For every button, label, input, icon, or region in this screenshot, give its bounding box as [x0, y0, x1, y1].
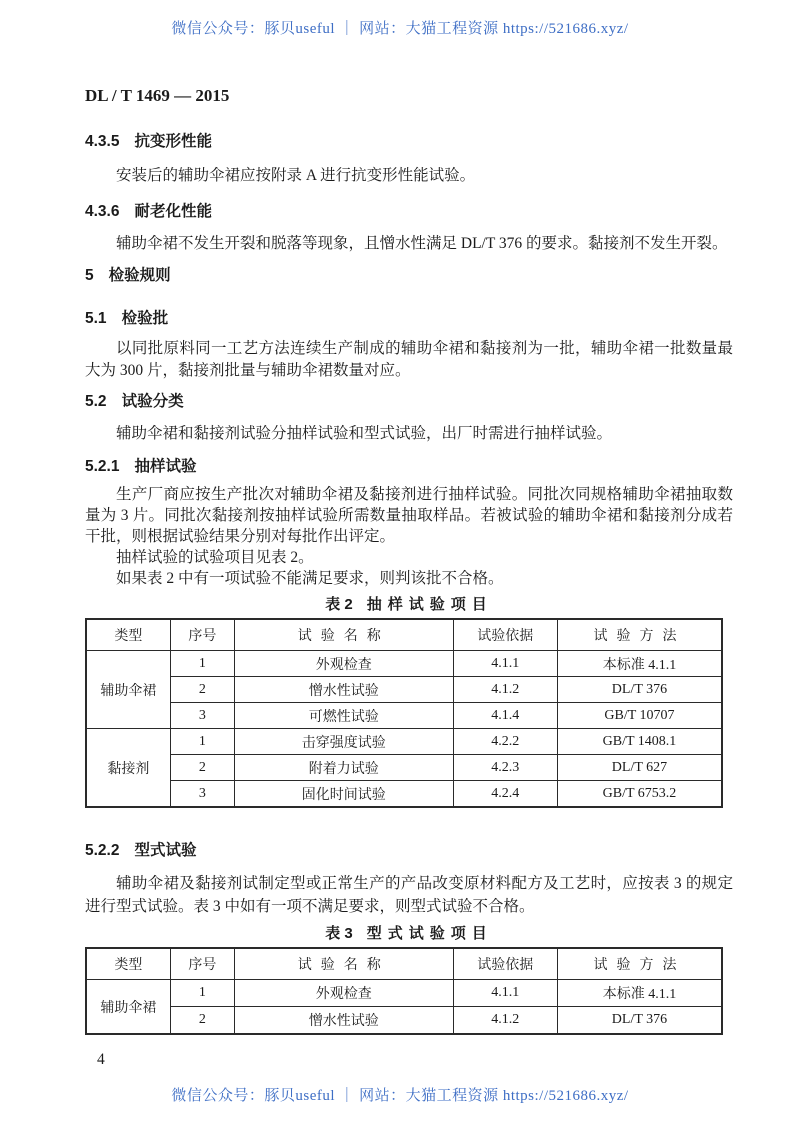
table-row [86, 703, 722, 729]
paragraph-5-2-1-b: 抽样试验的试验项目见表 2。 [116, 549, 314, 566]
table-3-caption-text: 型式试验项目 [366, 925, 493, 942]
cell-name: 外观检查 [234, 980, 453, 1007]
cell-name: 外观检查 [234, 651, 453, 677]
type-test-items-table [85, 947, 723, 1035]
table-2-caption-label: 表 2 [325, 596, 353, 613]
cell-no: 2 [170, 677, 234, 703]
section-heading-4-3-6 [85, 201, 733, 222]
section-title: 型式试验 [134, 842, 197, 859]
section-number: 5 [85, 267, 94, 284]
cell-method: DL/T 627 [557, 755, 722, 781]
section-heading-5-1 [85, 308, 733, 329]
col-header-method: 试验方法 [557, 619, 722, 651]
cell-method: GB/T 10707 [557, 703, 722, 729]
paragraph-5-2-1-c: 如果表 2 中有一项试验不能满足要求，则判该批不合格。 [116, 570, 504, 587]
table-header-row [86, 948, 722, 980]
cell-method: GB/T 1408.1 [557, 729, 722, 755]
watermark-header: 微信公众号：豚贝useful ｜ 网站：大猫工程资源 https://521686.xyz/ [171, 21, 629, 37]
cell-basis: 4.1.2 [453, 677, 557, 703]
cell-basis: 4.1.1 [453, 651, 557, 677]
type-group-cell: 黏接剂 [86, 729, 170, 808]
section-heading-5-2 [85, 391, 733, 412]
page-number: 4 [97, 1051, 105, 1068]
paragraph-5-1: 以同批原料同一工艺方法连续生产制成的辅助伞裙和黏接剂为一批，辅助伞裙一批数量最大为 300 片，黏接剂批量与辅助伞裙数量对应。 [85, 340, 733, 379]
table-row [86, 729, 722, 755]
type-group-cell: 辅助伞裙 [86, 980, 170, 1035]
cell-basis: 4.2.2 [453, 729, 557, 755]
section-title: 检验批 [121, 310, 169, 327]
col-header-no: 序号 [170, 948, 234, 980]
cell-no: 1 [170, 651, 234, 677]
watermark-footer: 微信公众号：豚贝useful ｜ 网站：大猫工程资源 https://521686.xyz/ [171, 1088, 629, 1104]
section-title: 耐老化性能 [134, 203, 212, 220]
section-number: 4.3.6 [85, 203, 120, 220]
section-title: 抗变形性能 [134, 133, 212, 150]
table-header-row [86, 619, 722, 651]
cell-method: 本标准 4.1.1 [557, 651, 722, 677]
table-3-caption-label: 表 3 [325, 925, 353, 942]
paragraph-5-2-2: 辅助伞裙及黏接剂试制定型或正常生产的产品改变原材料配方及工艺时，应按表 3 的规定进行型式试验。表 3 中如有一项不满足要求，则型式试验不合格。 [85, 875, 733, 915]
table-row [86, 980, 722, 1007]
standard-code: DL / T 1469 — 2015 [85, 86, 230, 105]
section-number: 5.2 [85, 393, 107, 410]
table-row [86, 651, 722, 677]
table-row [86, 1007, 722, 1035]
cell-basis: 4.1.4 [453, 703, 557, 729]
table-row [86, 755, 722, 781]
cell-basis: 4.2.4 [453, 781, 557, 808]
cell-no: 1 [170, 729, 234, 755]
cell-basis: 4.2.3 [453, 755, 557, 781]
cell-method: DL/T 376 [557, 677, 722, 703]
col-header-name: 试验名称 [234, 619, 453, 651]
col-header-type: 类型 [86, 619, 170, 651]
cell-method: DL/T 376 [557, 1007, 722, 1035]
section-heading-4-3-5 [85, 131, 733, 152]
sampling-test-items-table [85, 618, 723, 808]
cell-name: 憎水性试验 [234, 1007, 453, 1035]
section-heading-5-2-1 [85, 456, 733, 477]
col-header-type: 类型 [86, 948, 170, 980]
cell-method: 本标准 4.1.1 [557, 980, 722, 1007]
paragraph-5-2-1-a: 生产厂商应按生产批次对辅助伞裙及黏接剂进行抽样试验。同批次同规格辅助伞裙抽取数量为 3 片。同批次黏接剂按抽样试验所需数量抽取样品。若被试验的辅助伞裙和黏接剂分成若干批，则根据试验结果分别对每批作出评定。 [85, 486, 733, 545]
section-heading-5 [85, 265, 733, 286]
col-header-name: 试验名称 [234, 948, 453, 980]
section-title: 检验规则 [108, 267, 171, 284]
col-header-method: 试验方法 [557, 948, 722, 980]
cell-no: 1 [170, 980, 234, 1007]
section-number: 5.2.2 [85, 842, 120, 859]
cell-name: 憎水性试验 [234, 677, 453, 703]
section-heading-5-2-2 [85, 840, 733, 861]
table-row [86, 781, 722, 808]
col-header-basis: 试验依据 [453, 948, 557, 980]
paragraph-4-3-5: 安装后的辅助伞裙应按附录 A 进行抗变形性能试验。 [116, 167, 476, 184]
cell-name: 可燃性试验 [234, 703, 453, 729]
section-number: 5.2.1 [85, 458, 120, 475]
paragraph-5-2: 辅助伞裙和黏接剂试验分抽样试验和型式试验，出厂时需进行抽样试验。 [116, 425, 613, 442]
col-header-basis: 试验依据 [453, 619, 557, 651]
cell-name: 固化时间试验 [234, 781, 453, 808]
section-number: 5.1 [85, 310, 107, 327]
cell-name: 击穿强度试验 [234, 729, 453, 755]
page-content [85, 86, 733, 1070]
table-2-caption [85, 595, 733, 615]
cell-no: 3 [170, 781, 234, 808]
cell-no: 2 [170, 755, 234, 781]
cell-name: 附着力试验 [234, 755, 453, 781]
table-row [86, 677, 722, 703]
paragraph-4-3-6: 辅助伞裙不发生开裂和脱落等现象，且憎水性满足 DL/T 376 的要求。黏接剂不发生开裂。 [116, 235, 728, 252]
cell-basis: 4.1.1 [453, 980, 557, 1007]
section-title: 试验分类 [121, 393, 184, 410]
cell-no: 2 [170, 1007, 234, 1035]
cell-method: GB/T 6753.2 [557, 781, 722, 808]
cell-basis: 4.1.2 [453, 1007, 557, 1035]
cell-no: 3 [170, 703, 234, 729]
section-title: 抽样试验 [134, 458, 197, 475]
type-group-cell: 辅助伞裙 [86, 651, 170, 729]
col-header-no: 序号 [170, 619, 234, 651]
section-number: 4.3.5 [85, 133, 120, 150]
table-3-caption [85, 924, 733, 944]
table-2-caption-text: 抽样试验项目 [366, 596, 493, 613]
